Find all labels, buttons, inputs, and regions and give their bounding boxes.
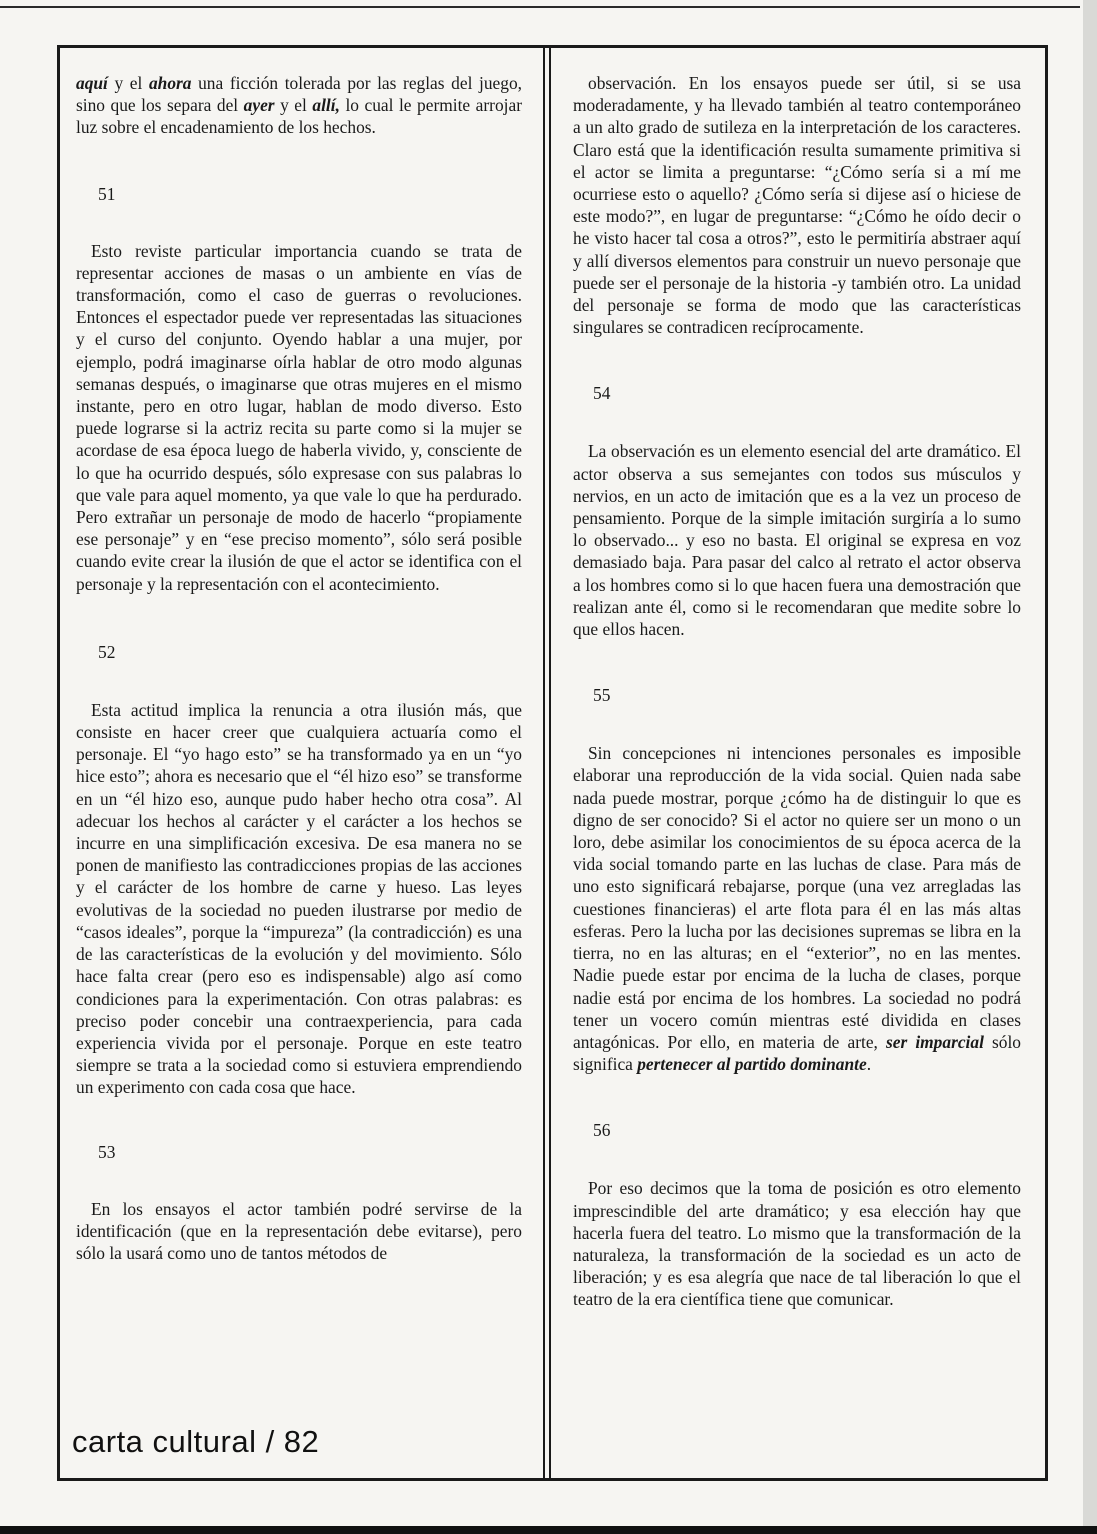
page-edge <box>1083 0 1097 1534</box>
section-55-text <box>573 742 1021 1075</box>
column-divider <box>543 45 545 1481</box>
section-number-54: 54 <box>593 383 611 404</box>
page-footer: carta cultural / 82 <box>72 1424 320 1459</box>
text: Sin concepciones ni intenciones personales es imposible elaborar una reproducción de la vida social. Quien nada sabe nada puede mostrar, porque ¿cómo ha de distinguir lo que es digno de ser conocido? Si el actor no quiere ser un mono o un loro, debe asimilar los conocimientos de su época acerca de la vida social tomando parte en las luchas de clase. Para más de uno esto significará rebajarse, porque (una vez arregladas las cuestiones financieras) el arte flota para él en las más altas esferas. Pero la lucha por las decisiones supremas se libra en la tierra, no en las alturas; en el “exterior”, no en las mentes. Nadie puede estar por encima de la lucha de clases, porque nadie está por encima de los hombres. La sociedad no podrá tener un vocero común mientras esté dividida en clases antagónicas. Por ello, en materia de arte, <box>573 743 1021 1052</box>
section-number-51: 51 <box>98 183 116 204</box>
bottom-edge <box>0 1526 1097 1534</box>
section-53-text: En los ensayos el actor también podré servirse de la identificación (que en la representación debe evitarse), pero sólo la usará como uno de tantos métodos de <box>76 1198 522 1263</box>
text: lo cual le permite arrojar luz sobre el encadenamiento de los hechos. <box>76 95 523 138</box>
emphasis: aquí <box>76 73 108 93</box>
text: y el <box>107 73 149 93</box>
emphasis: ayer <box>243 95 275 116</box>
section-number-55: 55 <box>593 685 611 706</box>
paragraph-continued <box>76 72 522 139</box>
text: una ficción tolerada por las reglas del juego, sino que los separa del <box>76 73 522 116</box>
right-column <box>573 72 1021 1311</box>
column-divider-inner <box>549 45 551 1481</box>
paragraph-continued: observación. En los ensayos puede ser útil, si se usa moderadamente, y ha llevado también al teatro contemporáneo a un alto grado de sutileza en la interpretación de los caracteres. Claro está que la identificación resulta sumamente primitiva si el actor se limita a preguntarse: “¿Cómo sería si a mí me ocurriese esto o aquello? ¿Cómo sería si dijese así o hiciese de este modo?”, en lugar de preguntarse: “¿Cómo he oído decir o he visto hacer tal cosa a otros?”, esto le permitiría abstraer aquí y allí diversos elementos para construir un nuevo personaje que puede ser el personaje de la historia -y también otro. La unidad del personaje se forma de modo que las características singulares se contradicen recíprocamente. <box>573 73 1021 338</box>
section-number-56: 56 <box>593 1120 611 1141</box>
section-54-text: La observación es un elemento esencial del arte dramático. El actor observa a sus semejantes con todos sus músculos y nervios, en un acto de imitación que es a la vez un proceso de pensamiento. Porque de la simple imitación surgiría a lo sumo lo observado... y eso no basta. El original se expresa en voz demasiado baja. Para pasar del calco al retrato el actor observa a los hombres como si lo que hacen fuera una demostración que realizan ante él, como si le recomendaran que medite sobre lo que ellos hacen. <box>573 441 1021 640</box>
section-56-text: Por eso decimos que la toma de posición es otro elemento imprescindible del arte dramático; y esa elección hay que hacerla fuera del teatro. Lo mismo que la transformación de la naturaleza, la transformación de la sociedad es un acto de liberación; y es esa alegría que nace de tal liberación lo que el teatro de la era científica tiene que comunicar. <box>573 1178 1021 1310</box>
section-51-text: Esto reviste particular importancia cuando se trata de representar acciones de masas o un ambiente en vías de transformación, como el caso de guerras o revoluciones. Entonces el espectador puede ver representadas las situaciones y el curso del conjunto. Oyendo hablar a una mujer, por ejemplo, podrá imaginarse oírla hablar de otro modo algunas semanas después, o imaginarse que otras mujeres en el mismo instante, pero en otro lugar, hablan de modo diverso. Esto puede lograrse si la actriz recita su parte como si la mujer se acordase de esa época luego de haberla vivido, y, consciente de lo que ha ocurrido después, sólo expresase con sus palabras lo que vale para aquel momento, ya que vale lo que ha perdurado. Pero extrañar un personaje de modo de hacerlo “propiamente ese personaje” y en “ese preciso momento”, sólo será posible cuando evite crear la ilusión de que el actor se identifica con el personaje y la representación con el acontecimiento. <box>76 240 522 594</box>
top-rule <box>0 0 1080 8</box>
emphasis: allí, <box>312 95 340 116</box>
text: . <box>866 1054 872 1075</box>
emphasis: pertenecer al partido dominante <box>637 1054 867 1075</box>
section-number-52: 52 <box>98 641 116 662</box>
section-number-53: 53 <box>98 1141 116 1162</box>
text: y el <box>274 95 313 116</box>
left-column <box>76 72 522 1264</box>
emphasis: ser imparcial <box>885 1031 984 1052</box>
text: sólo significa <box>573 1031 1021 1075</box>
emphasis: ahora <box>148 73 192 93</box>
section-52-text: Esta actitud implica la renuncia a otra ilusión más, que consiste en hacer creer que cualquiera actuaría como el personaje. El “yo hago esto” se ha transformado ya en un “yo hice esto”; ahora es necesario que el “él hizo eso” se transforme en un “él hizo eso, aunque pudo haber hecho otra cosa”. Al adecuar los hechos al carácter y el carácter a los hechos se incurre en una simplificación excesiva. De esa manera no se ponen de manifiesto las contradicciones propias de las acciones y el carácter de los hombre de carne y hueso. Las leyes evolutivas de la sociedad no pueden ilustrarse por medio de “casos ideales”, porque la “impureza” (la contradicción) es una de las características de la evolución y del movimiento. Sólo hace falta crear (pero eso es indispensable) algo así como condiciones para la experimentación. Con otras palabras: es preciso poder concebir una contraexperiencia, para cada experiencia vivida por el personaje. Porque en este teatro siempre se trata a la sociedad como si estuviera emprendiendo un experimento con cada cosa que hace. <box>76 699 522 1098</box>
